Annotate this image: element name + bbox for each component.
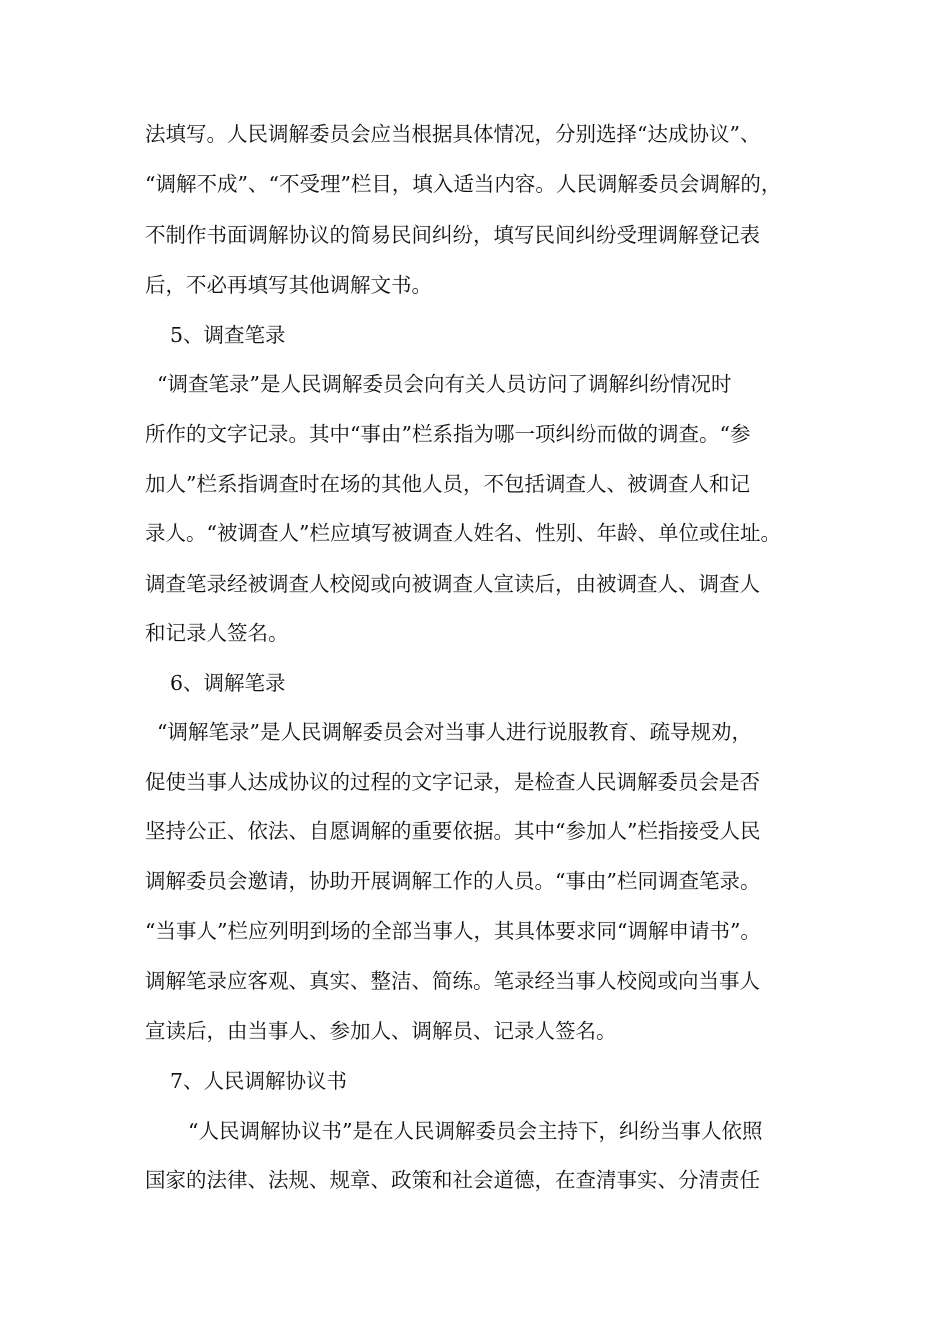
- body-line: 促使当事人达成协议的过程的文字记录，是检查人民调解委员会是否: [145, 770, 760, 794]
- body-line: 不制作书面调解协议的简易民间纠纷，填写民间纠纷受理调解登记表: [145, 223, 760, 247]
- body-line: 坚持公正、依法、自愿调解的重要依据。其中“参加人”栏指接受人民: [145, 819, 761, 843]
- section-heading: 6、调解笔录: [170, 671, 286, 695]
- body-line: “人民调解协议书”是在人民调解委员会主持下，纠纷当事人依照: [188, 1119, 763, 1143]
- body-line: “调解笔录”是人民调解委员会对当事人进行说服教育、疏导规劝，: [157, 720, 752, 744]
- section-heading: 7、人民调解协议书: [170, 1069, 348, 1093]
- body-line: 宣读后，由当事人、参加人、调解员、记录人签名。: [145, 1019, 617, 1043]
- section-heading: 5、调查笔录: [170, 323, 286, 347]
- body-line: 后，不必再填写其他调解文书。: [145, 273, 432, 297]
- body-line: 和记录人签名。: [145, 621, 289, 645]
- body-line: 加人”栏系指调查时在场的其他人员，不包括调查人、被调查人和记: [145, 472, 750, 496]
- body-line: 录人。“被调查人”栏应填写被调查人姓名、性别、年龄、单位或住址。: [145, 521, 781, 545]
- body-line: “当事人”栏应列明到场的全部当事人，其具体要求同“调解申请书”。: [145, 919, 761, 943]
- body-line: “调查笔录”是人民调解委员会向有关人员访问了调解纠纷情况时: [157, 372, 732, 396]
- body-line: 国家的法律、法规、规章、政策和社会道德，在查清事实、分清责任: [145, 1168, 760, 1192]
- body-line: “调解不成”、“不受理”栏目，填入适当内容。人民调解委员会调解的，: [145, 172, 782, 196]
- body-line: 调查笔录经被调查人校阅或向被调查人宣读后，由被调查人、调查人: [145, 572, 760, 596]
- body-line: 调解委员会邀请，协助开展调解工作的人员。“事由”栏同调查笔录。: [145, 869, 761, 893]
- body-line: 调解笔录应客观、真实、整洁、简练。笔录经当事人校阅或向当事人: [145, 969, 760, 993]
- body-line: 法填写。人民调解委员会应当根据具体情况，分别选择“达成协议”、: [145, 122, 761, 146]
- body-line: 所作的文字记录。其中“事由”栏系指为哪一项纠纷而做的调查。“参: [145, 422, 751, 446]
